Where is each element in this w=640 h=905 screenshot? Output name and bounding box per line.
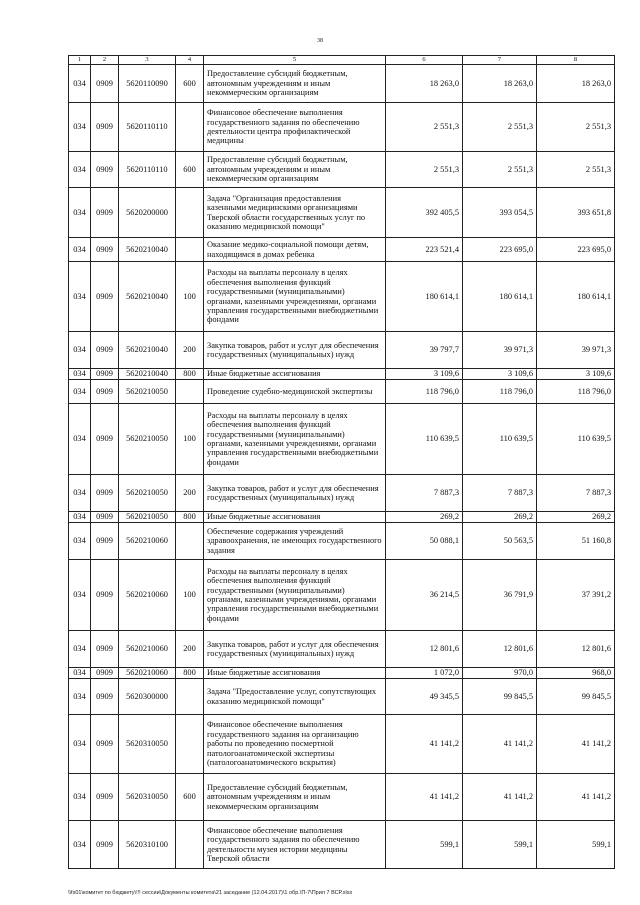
cell-target-article: 5620210040: [119, 238, 176, 262]
cell-ved: 034: [69, 332, 91, 369]
cell-section: 0909: [91, 512, 119, 523]
cell-description: Иные бюджетные ассигнования: [204, 369, 386, 380]
cell-expense-type: [176, 679, 204, 715]
cell-expense-type: [176, 715, 204, 774]
table-row: [69, 668, 615, 679]
cell-amount-year1: 180 614,1: [386, 262, 463, 332]
cell-description: Расходы на выплаты персоналу в целях обеспечения выполнения функций государственными (муниципальными) органами, казенными учреждениями, органами управления государственными внебюджетными фондами: [204, 560, 386, 631]
cell-expense-type: 600: [176, 152, 204, 188]
cell-amount-year1: 36 214,5: [386, 560, 463, 631]
cell-section: 0909: [91, 188, 119, 238]
cell-description: Финансовое обеспечение выполнения государственного задания по обеспечению деятельности центра профилактической медицины: [204, 103, 386, 152]
cell-description: Задача "Предоставление услуг, сопутствующих оказанию медицинской помощи": [204, 679, 386, 715]
table-row: [69, 404, 615, 475]
cell-amount-year1: 50 088,1: [386, 523, 463, 560]
cell-section: 0909: [91, 475, 119, 512]
cell-section: 0909: [91, 380, 119, 404]
cell-ved: 034: [69, 715, 91, 774]
cell-description: Задача "Организация предоставления казенными медицинскими организациями Тверской области государственных услуг по оказанию медицинской помощи": [204, 188, 386, 238]
cell-section: 0909: [91, 631, 119, 668]
cell-amount-year3: 393 651,8: [537, 188, 615, 238]
cell-expense-type: 200: [176, 475, 204, 512]
cell-description: Оказание медико-социальной помощи детям, находящимся в домах ребенка: [204, 238, 386, 262]
cell-description: Иные бюджетные ассигнования: [204, 668, 386, 679]
cell-target-article: 5620210050: [119, 512, 176, 523]
cell-ved: 034: [69, 475, 91, 512]
cell-expense-type: 200: [176, 332, 204, 369]
table-row: [69, 679, 615, 715]
table-row: [69, 65, 615, 103]
cell-amount-year2: 41 141,2: [463, 774, 537, 821]
cell-ved: 034: [69, 560, 91, 631]
cell-ved: 034: [69, 65, 91, 103]
cell-section: 0909: [91, 715, 119, 774]
cell-section: 0909: [91, 332, 119, 369]
cell-section: 0909: [91, 523, 119, 560]
cell-amount-year2: 7 887,3: [463, 475, 537, 512]
table-row: [69, 103, 615, 152]
cell-target-article: 5620210040: [119, 332, 176, 369]
cell-expense-type: 100: [176, 404, 204, 475]
cell-description: Расходы на выплаты персоналу в целях обеспечения выполнения функций государственными (муниципальными) органами, казенными учреждениями, органами управления государственными внебюджетными фондами: [204, 404, 386, 475]
col-header: 5: [204, 56, 386, 65]
cell-target-article: 5620310100: [119, 821, 176, 869]
table-row: [69, 188, 615, 238]
cell-amount-year2: 50 563,5: [463, 523, 537, 560]
cell-expense-type: [176, 103, 204, 152]
col-header: 7: [463, 56, 537, 65]
cell-section: 0909: [91, 821, 119, 869]
cell-expense-type: 600: [176, 65, 204, 103]
cell-amount-year1: 392 405,5: [386, 188, 463, 238]
cell-amount-year2: 393 054,5: [463, 188, 537, 238]
col-header: 8: [537, 56, 615, 65]
cell-expense-type: 100: [176, 560, 204, 631]
cell-section: 0909: [91, 238, 119, 262]
cell-amount-year1: 2 551,3: [386, 103, 463, 152]
cell-amount-year3: 599,1: [537, 821, 615, 869]
cell-amount-year1: 599,1: [386, 821, 463, 869]
cell-expense-type: 800: [176, 668, 204, 679]
cell-amount-year3: 37 391,2: [537, 560, 615, 631]
cell-target-article: 5620110090: [119, 65, 176, 103]
cell-description: Финансовое обеспечение выполнения государственного задания по обеспечению деятельности музея истории медицины Тверской области: [204, 821, 386, 869]
col-header: 4: [176, 56, 204, 65]
cell-amount-year2: 2 551,3: [463, 103, 537, 152]
cell-section: 0909: [91, 103, 119, 152]
cell-amount-year3: 12 801,6: [537, 631, 615, 668]
cell-description: Обеспечение содержания учреждений здравоохранения, не имеющих государственного задания: [204, 523, 386, 560]
cell-target-article: 5620210060: [119, 523, 176, 560]
table-row: [69, 238, 615, 262]
cell-target-article: 5620210050: [119, 475, 176, 512]
table-row: [69, 332, 615, 369]
cell-section: 0909: [91, 560, 119, 631]
cell-ved: 034: [69, 523, 91, 560]
cell-ved: 034: [69, 512, 91, 523]
table-row: [69, 560, 615, 631]
cell-ved: 034: [69, 821, 91, 869]
cell-amount-year3: 3 109,6: [537, 369, 615, 380]
cell-amount-year3: 110 639,5: [537, 404, 615, 475]
col-header: 6: [386, 56, 463, 65]
cell-section: 0909: [91, 679, 119, 715]
cell-ved: 034: [69, 679, 91, 715]
cell-amount-year1: 2 551,3: [386, 152, 463, 188]
cell-expense-type: [176, 821, 204, 869]
cell-description: Предоставление субсидий бюджетным, автономным учреждениям и иным некоммерческим организациям: [204, 774, 386, 821]
cell-ved: 034: [69, 152, 91, 188]
cell-amount-year2: 18 263,0: [463, 65, 537, 103]
cell-expense-type: 100: [176, 262, 204, 332]
cell-amount-year1: 39 797,7: [386, 332, 463, 369]
cell-ved: 034: [69, 103, 91, 152]
budget-table: [68, 55, 615, 869]
cell-amount-year3: 223 695,0: [537, 238, 615, 262]
cell-amount-year2: 118 796,0: [463, 380, 537, 404]
cell-section: 0909: [91, 369, 119, 380]
cell-amount-year2: 970,0: [463, 668, 537, 679]
cell-target-article: 5620210040: [119, 369, 176, 380]
cell-amount-year1: 12 801,6: [386, 631, 463, 668]
cell-amount-year2: 12 801,6: [463, 631, 537, 668]
cell-amount-year2: 41 141,2: [463, 715, 537, 774]
cell-ved: 034: [69, 262, 91, 332]
cell-expense-type: [176, 523, 204, 560]
cell-target-article: 5620310050: [119, 715, 176, 774]
cell-amount-year1: 41 141,2: [386, 715, 463, 774]
cell-expense-type: 800: [176, 512, 204, 523]
cell-ved: 034: [69, 668, 91, 679]
table-row: [69, 475, 615, 512]
cell-expense-type: [176, 238, 204, 262]
cell-expense-type: 600: [176, 774, 204, 821]
cell-description: Закупка товаров, работ и услуг для обеспечения государственных (муниципальных) нужд: [204, 631, 386, 668]
cell-amount-year2: 2 551,3: [463, 152, 537, 188]
cell-amount-year3: 269,2: [537, 512, 615, 523]
cell-description: Финансовое обеспечение выполнения государственного задания на организацию работы по проведению посмертной патологоанатомической экспертизы (патологоанатомического вскрытия): [204, 715, 386, 774]
cell-target-article: 5620300000: [119, 679, 176, 715]
cell-amount-year1: 1 072,0: [386, 668, 463, 679]
cell-amount-year1: 18 263,0: [386, 65, 463, 103]
cell-amount-year1: 49 345,5: [386, 679, 463, 715]
table-row: [69, 152, 615, 188]
table-row: [69, 774, 615, 821]
file-path-footer: \\fs01\комитет по бюджету\!!! сессии\Документы комитета\21 заседание (12.04.2017)\1 обр.\П-7\Прил 7 ВСР.xlsx: [68, 890, 353, 896]
cell-target-article: 5620210050: [119, 380, 176, 404]
cell-amount-year1: 223 521,4: [386, 238, 463, 262]
col-header: 2: [91, 56, 119, 65]
cell-target-article: 5620210060: [119, 668, 176, 679]
cell-amount-year1: 41 141,2: [386, 774, 463, 821]
cell-amount-year3: 2 551,3: [537, 152, 615, 188]
cell-ved: 034: [69, 380, 91, 404]
cell-amount-year2: 36 791,9: [463, 560, 537, 631]
cell-expense-type: 800: [176, 369, 204, 380]
cell-target-article: 5620110110: [119, 103, 176, 152]
cell-section: 0909: [91, 404, 119, 475]
cell-section: 0909: [91, 774, 119, 821]
cell-description: Предоставление субсидий бюджетным, автономным учреждениям и иным некоммерческим организациям: [204, 152, 386, 188]
cell-amount-year1: 118 796,0: [386, 380, 463, 404]
table-row: [69, 523, 615, 560]
cell-target-article: 5620110110: [119, 152, 176, 188]
col-header: 3: [119, 56, 176, 65]
cell-description: Проведение судебно-медицинской экспертизы: [204, 380, 386, 404]
cell-amount-year2: 180 614,1: [463, 262, 537, 332]
cell-target-article: 5620210040: [119, 262, 176, 332]
cell-description: Иные бюджетные ассигнования: [204, 512, 386, 523]
cell-amount-year2: 99 845,5: [463, 679, 537, 715]
col-header: 1: [69, 56, 91, 65]
cell-section: 0909: [91, 65, 119, 103]
cell-amount-year2: 39 971,3: [463, 332, 537, 369]
cell-ved: 034: [69, 188, 91, 238]
cell-target-article: 5620210060: [119, 631, 176, 668]
table-row: [69, 380, 615, 404]
cell-amount-year3: 99 845,5: [537, 679, 615, 715]
cell-amount-year3: 41 141,2: [537, 774, 615, 821]
table-row: [69, 631, 615, 668]
table-row: [69, 715, 615, 774]
cell-target-article: 5620210050: [119, 404, 176, 475]
cell-amount-year3: 7 887,3: [537, 475, 615, 512]
cell-target-article: 5620310050: [119, 774, 176, 821]
cell-ved: 034: [69, 631, 91, 668]
cell-description: Закупка товаров, работ и услуг для обеспечения государственных (муниципальных) нужд: [204, 332, 386, 369]
cell-amount-year2: 223 695,0: [463, 238, 537, 262]
page-number: 38: [317, 38, 323, 44]
cell-section: 0909: [91, 152, 119, 188]
cell-expense-type: 200: [176, 631, 204, 668]
table-row: [69, 369, 615, 380]
cell-amount-year3: 118 796,0: [537, 380, 615, 404]
cell-amount-year1: 269,2: [386, 512, 463, 523]
cell-amount-year1: 7 887,3: [386, 475, 463, 512]
cell-expense-type: [176, 380, 204, 404]
cell-description: Закупка товаров, работ и услуг для обеспечения государственных (муниципальных) нужд: [204, 475, 386, 512]
cell-amount-year3: 51 160,8: [537, 523, 615, 560]
cell-amount-year2: 3 109,6: [463, 369, 537, 380]
cell-amount-year2: 110 639,5: [463, 404, 537, 475]
cell-target-article: 5620200000: [119, 188, 176, 238]
cell-amount-year2: 269,2: [463, 512, 537, 523]
cell-ved: 034: [69, 774, 91, 821]
cell-description: Предоставление субсидий бюджетным, автономным учреждениям и иным некоммерческим организациям: [204, 65, 386, 103]
cell-section: 0909: [91, 668, 119, 679]
cell-target-article: 5620210060: [119, 560, 176, 631]
cell-amount-year2: 599,1: [463, 821, 537, 869]
cell-amount-year3: 39 971,3: [537, 332, 615, 369]
cell-amount-year1: 3 109,6: [386, 369, 463, 380]
cell-expense-type: [176, 188, 204, 238]
cell-amount-year1: 110 639,5: [386, 404, 463, 475]
cell-ved: 034: [69, 369, 91, 380]
cell-amount-year3: 41 141,2: [537, 715, 615, 774]
table-row: [69, 262, 615, 332]
cell-amount-year3: 2 551,3: [537, 103, 615, 152]
cell-description: Расходы на выплаты персоналу в целях обеспечения выполнения функций государственными (муниципальными) органами, казенными учреждениями, органами управления государственными внебюджетными фондами: [204, 262, 386, 332]
cell-amount-year3: 968,0: [537, 668, 615, 679]
cell-amount-year3: 18 263,0: [537, 65, 615, 103]
cell-amount-year3: 180 614,1: [537, 262, 615, 332]
table-header-row: [69, 56, 615, 65]
table-row: [69, 512, 615, 523]
cell-ved: 034: [69, 404, 91, 475]
cell-section: 0909: [91, 262, 119, 332]
table-row: [69, 821, 615, 869]
cell-ved: 034: [69, 238, 91, 262]
